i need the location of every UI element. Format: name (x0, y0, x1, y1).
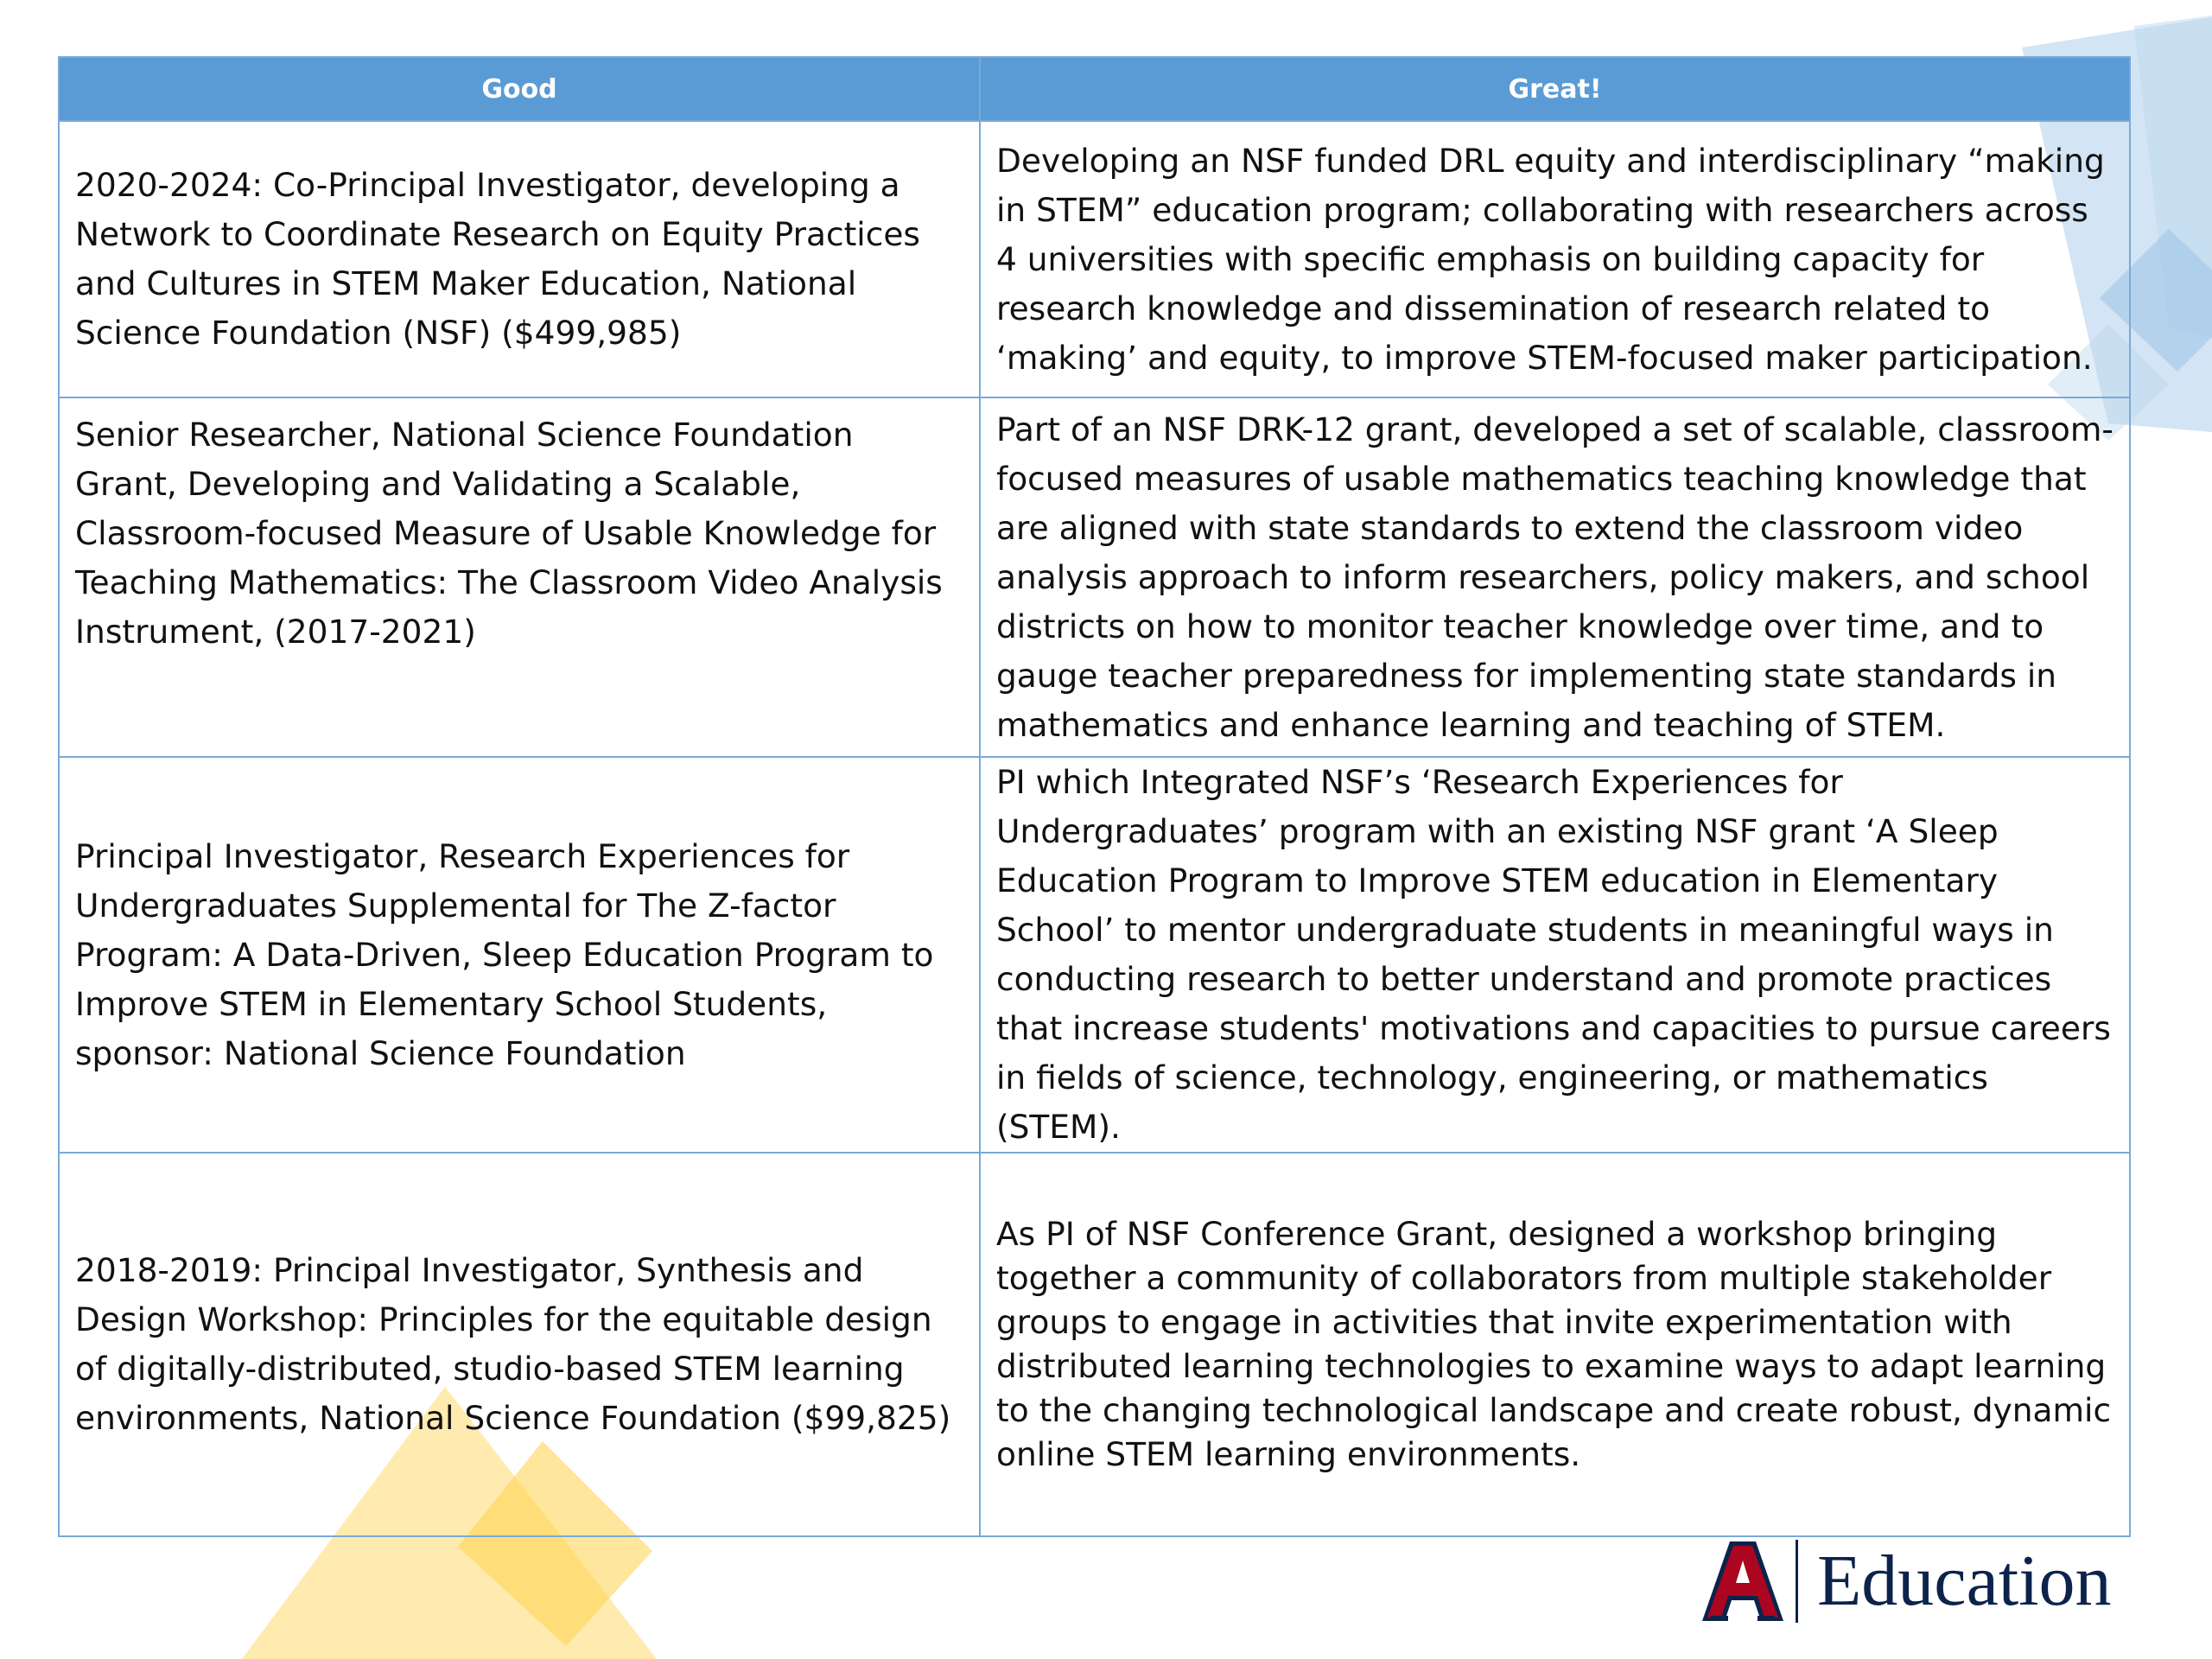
grant-comparison-table (58, 56, 2131, 1537)
table-row (59, 121, 2130, 397)
university-a-logo-icon (1699, 1538, 1787, 1624)
header-great: Great! (980, 57, 2130, 121)
good-text: Principal Investigator, Research Experiences for Undergraduates Supplemental for The Z-factor Program: A Data-Driven, Sleep Education Program to Improve STEM in Elementary School Students, sponsor: National Science Foundation (75, 836, 934, 1072)
great-text: Developing an NSF funded DRL equity and interdisciplinary “making in STEM” education program; collaborating with researchers across 4 universities with specific emphasis on building capacity for research knowledge and dissemination of research related to ‘making’ and equity, to improve STEM-focused maker participation. (996, 141, 2105, 377)
great-cell (980, 1153, 2130, 1536)
great-cell (980, 121, 2130, 397)
table-header-row (59, 57, 2130, 121)
good-cell (59, 757, 980, 1153)
great-cell (980, 397, 2130, 757)
great-text: Part of an NSF DRK-12 grant, developed a set of scalable, classroom-focused measures of usable mathematics teaching knowledge that are aligned with state standards to extend the classroom video analysis approach to inform researchers, policy makers, and school districts on how to monitor teacher knowledge over time, and to gauge teacher preparedness for implementing state standards in mathematics and enhance learning and teaching of STEM. (996, 410, 2113, 744)
good-cell (59, 397, 980, 757)
great-text: PI which Integrated NSF’s ‘Research Experiences for Undergraduates’ program with an existing NSF grant ‘A Sleep Education Program to Improve STEM education in Elementary School’ to mentor undergraduate students in meaningful ways in conducting research to better understand and promote practices that increase students' motivations and capacities to pursue careers in fields of science, technology, engineering, or mathematics (STEM). (996, 763, 2111, 1146)
great-cell (980, 757, 2130, 1153)
table-row (59, 757, 2130, 1153)
table-row (59, 397, 2130, 757)
good-cell (59, 1153, 980, 1536)
table-row (59, 1153, 2130, 1536)
good-text: 2018-2019: Principal Investigator, Synthesis and Design Workshop: Principles for the equitable design of digitally-distributed, studio-based STEM learning environments, National Science Foundation ($99,825) (75, 1251, 951, 1437)
logo-text: Education (1817, 1541, 2112, 1621)
great-text: As PI of NSF Conference Grant, designed a workshop bringing together a community of collaborators from multiple stakeholder groups to engage in activities that invite experimentation with distributed learning technologies to examine ways to adapt learning to the changing technological landscape and create robust, dynamic online STEM learning environments. (996, 1215, 2112, 1473)
good-text: Senior Researcher, National Science Foundation Grant, Developing and Validating a Scalable, Classroom-focused Measure of Usable Knowledge for Teaching Mathematics: The Classroom Video Analysis Instrument, (2017-2021) (75, 416, 943, 651)
header-good: Good (59, 57, 980, 121)
good-cell (59, 121, 980, 397)
good-text: 2020-2024: Co-Principal Investigator, developing a Network to Coordinate Research on Equity Practices and Cultures in STEM Maker Education, National Science Foundation (NSF) ($499,985) (75, 166, 920, 352)
university-logo (1699, 1538, 2112, 1624)
logo-divider (1796, 1540, 1798, 1623)
